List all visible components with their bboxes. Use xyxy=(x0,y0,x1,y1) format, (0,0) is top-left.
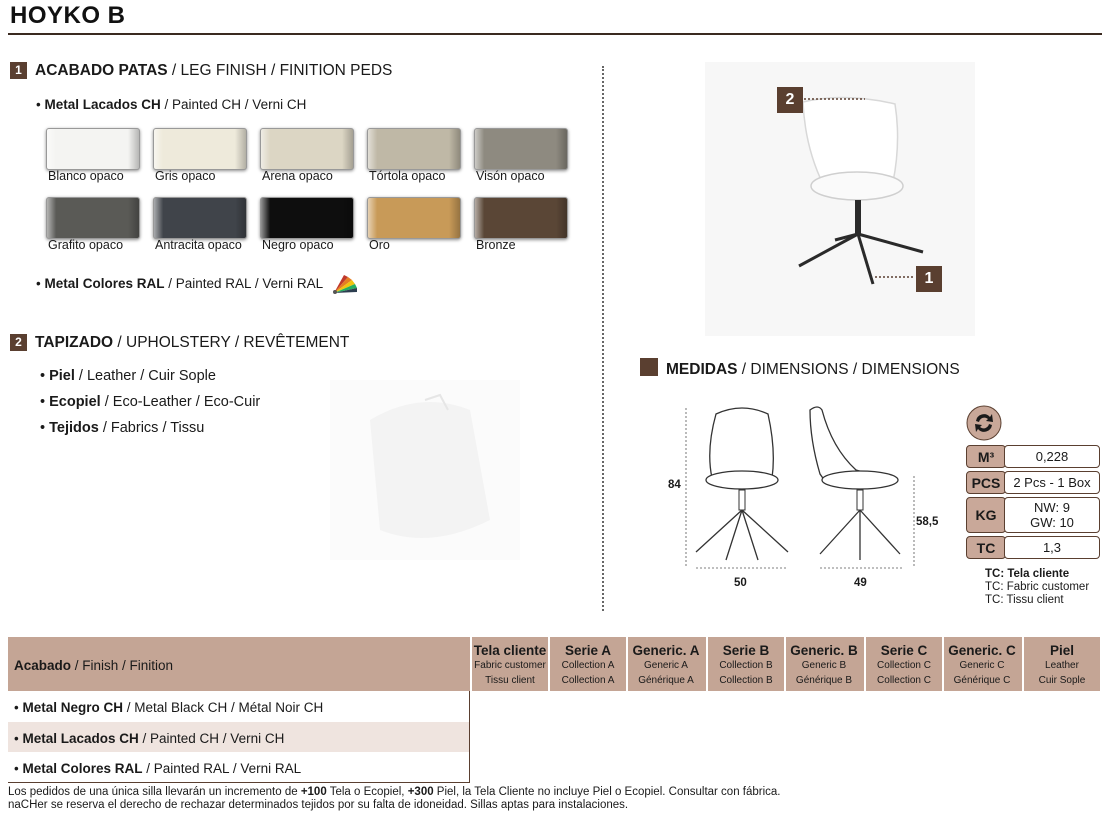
table-column-header: Generic. C Generic C Générique C xyxy=(942,637,1020,691)
table-column-header: Generic. B Generic B Générique B xyxy=(784,637,862,691)
swatch-label: Arena opaco xyxy=(262,169,333,183)
upholstery-item-fabrics: • Tejidos / Fabrics / Tissu xyxy=(40,420,205,436)
spec-value-pcs: 2 Pcs - 1 Box xyxy=(1004,471,1100,494)
ral-subheading: • Metal Colores RAL / Painted RAL / Verni RAL xyxy=(36,276,324,291)
tc-notes: TC: Tela cliente TC: Fabric customer TC: Tissu client xyxy=(985,568,1090,606)
swatch xyxy=(260,128,354,170)
table-column-header: Serie C Collection C Collection C xyxy=(864,637,942,691)
swatch-label: Blanco opaco xyxy=(48,169,124,183)
table-divider xyxy=(469,691,470,783)
swatch xyxy=(46,128,140,170)
upholstery-item-leather: • Piel / Leather / Cuir Sople xyxy=(40,368,216,384)
swatch-label: Tórtola opaco xyxy=(369,169,446,183)
upholstery-item-ecoleather: • Ecopiel / Eco-Leather / Eco-Cuir xyxy=(40,394,261,410)
swatch xyxy=(46,197,140,239)
swatch-label: Visón opaco xyxy=(476,169,545,183)
title-divider xyxy=(8,33,1102,35)
spec-key-pcs: PCS xyxy=(966,471,1006,494)
swatch xyxy=(474,197,568,239)
table-column-header: Piel Leather Cuir Sople xyxy=(1022,637,1100,691)
swatch-label: Gris opaco xyxy=(155,169,216,183)
table-row: • Metal Colores RAL / Painted RAL / Verni RAL xyxy=(14,761,302,776)
callout-upholstery: 2 xyxy=(777,87,803,113)
leg-finish-heading: 1 ACABADO PATAS / LEG FINISH / FINITION PEDS xyxy=(10,62,392,80)
swatch xyxy=(153,197,247,239)
swatch xyxy=(153,128,247,170)
upholstery-heading: 2 TAPIZADO / UPHOLSTERY / REVÊTEMENT xyxy=(10,334,349,352)
section-number: 1 xyxy=(10,62,27,79)
section-marker xyxy=(640,358,658,376)
swatch-label: Antracita opaco xyxy=(155,238,242,252)
spec-key-tc: TC xyxy=(966,536,1006,559)
table-row: • Metal Negro CH / Metal Black CH / Métal Noir CH xyxy=(14,700,324,715)
spec-value-m3: 0,228 xyxy=(1004,445,1100,468)
table-bottom-rule xyxy=(8,782,470,783)
lacados-subheading: • Metal Lacados CH / Painted CH / Verni CH xyxy=(36,97,307,112)
swatch-label: Grafito opaco xyxy=(48,238,124,252)
spec-value-tc: 1,3 xyxy=(1004,536,1100,559)
table-column-header: Serie B Collection B Collection B xyxy=(706,637,784,691)
swatch-label: Oro xyxy=(369,238,390,252)
swatch xyxy=(260,197,354,239)
page-title: HOYKO B xyxy=(10,2,126,29)
swatch-label: Negro opaco xyxy=(262,238,334,252)
section-number: 2 xyxy=(10,334,27,351)
recycle-icon xyxy=(966,405,1002,441)
swatch xyxy=(474,128,568,170)
swatch xyxy=(367,128,461,170)
width-dimension: 50 xyxy=(734,577,747,589)
swatch xyxy=(367,197,461,239)
spec-key-kg: KG xyxy=(966,497,1006,533)
color-fan-icon xyxy=(330,271,360,295)
table-column-header: Generic. A Generic A Générique A xyxy=(626,637,704,691)
callout-legs: 1 xyxy=(916,266,942,292)
seat-height-dimension: 58,5 xyxy=(916,516,939,528)
chair-photo xyxy=(705,62,975,336)
depth-dimension: 49 xyxy=(854,577,867,589)
spec-value-kg: NW: 9 GW: 10 xyxy=(1004,497,1100,533)
price-table-header-label: Acabado / Finish / Finition xyxy=(14,658,174,673)
column-divider xyxy=(602,66,604,611)
table-column-header: Tela cliente Fabric customer Tissu client xyxy=(470,637,548,691)
swatch-label: Bronze xyxy=(476,238,516,252)
footnote: Los pedidos de una única silla llevarán un incremento de +100 Tela o Ecopiel, +300 Piel, la Tela Cliente no incluye Piel o Ecopiel. Consultar con fábrica. naCHer se reserva el derecho de rechazar determinados tejidos por su falta de idoneidad. Sillas aptas para instalaciones. xyxy=(8,786,781,811)
upholstery-sample-image xyxy=(330,380,520,560)
dimension-drawing xyxy=(660,400,950,580)
table-row: • Metal Lacados CH / Painted CH / Verni CH xyxy=(14,731,285,746)
table-column-header: Serie A Collection A Collection A xyxy=(548,637,626,691)
height-dimension: 84 xyxy=(668,479,681,491)
spec-key-m3: M³ xyxy=(966,445,1006,468)
dimensions-heading: MEDIDAS / DIMENSIONS / DIMENSIONS xyxy=(640,358,960,379)
